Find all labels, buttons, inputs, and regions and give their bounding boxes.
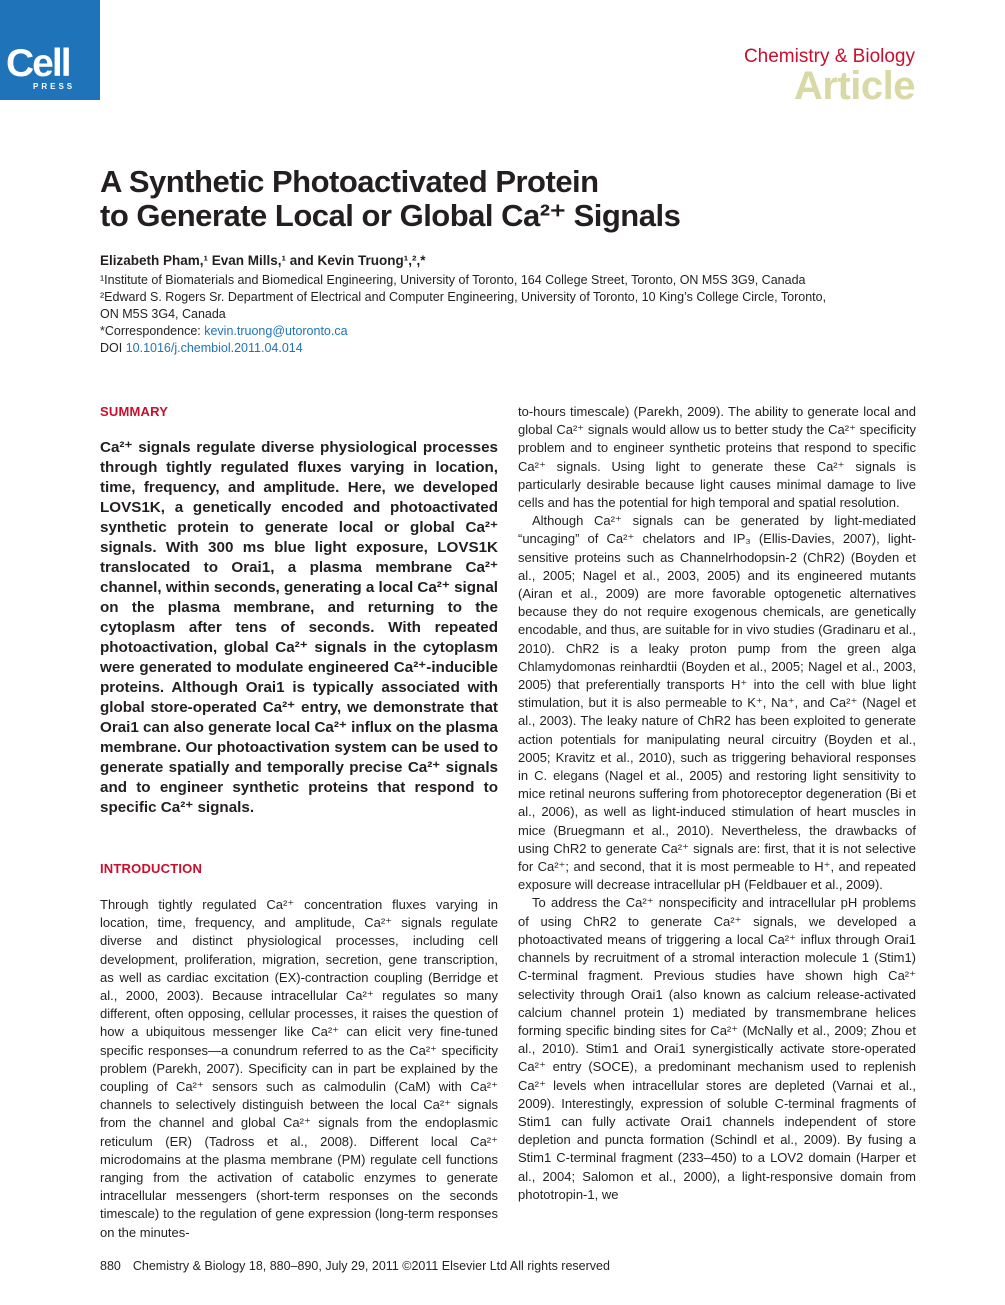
intro-paragraph-3: Although Ca²⁺ signals can be generated by light-mediated “uncaging” of Ca²⁺ chelators and IP₃ (Ellis-Davies, 2007), light-sensitive proteins such as Channelrhodopsin-2 (ChR2) (Boyden et al., 2005; Nagel et al., 2003, 2005) and its engineered mutants (Airan et al., 2009) are more favorable optogenetic alternatives because they do not require exogenous chemicals, are genetically encodable, and thus, are suitable for in vivo studies (Gradinaru et al., 2010). ChR2 is a leaky proton pump from the green alga Chlamydomonas reinhardtii (Boyden et al., 2005; Nagel et al., 2003, 2005) that preferentially transports H⁺ into the cell with blue light stimulation, but it is also permeable to K⁺, Na⁺, and Ca²⁺ (Nagel et al., 2003). The leaky nature of ChR2 has been exploited to generate action potentials for manipulating neural circuitry (Boyden et al., 2005; Kravitz et al., 2010), such as triggering behavioral responses in C. elegans (Nagel et al., 2005) and restoring light sensitivity to mice retinal neurons suffering from photoreceptor degeneration (Bi et al., 2006), as well as light-induced stimulation of heart muscles in mice (Bruegmann et al., 2010). Nevertheless, the drawbacks of using ChR2 to generate Ca²⁺ signals are: first, that it is not selective for Ca²⁺; and second, that it is most permeable to H⁺, and repeated exposure will decrease intracellular pH (Feldbauer et al., 2009). xyxy=(518,513,916,893)
page-footer xyxy=(100,1259,610,1273)
correspondence xyxy=(100,323,900,340)
intro-paragraph-4: To address the Ca²⁺ nonspecificity and intracellular pH problems of using ChR2 to generate Ca²⁺ signals, we developed a photoactivated means of triggering a local Ca²⁺ influx through Orai1 channels by recruitment of a stromal interaction molecule 1 (Stim1) C-terminal fragment. Previous studies have shown high Ca²⁺ selectivity through Orai1 (also known as calcium release-activated calcium channel protein 1) mediated by transmembrane helices forming specific binding sites for Ca²⁺ (McNally et al., 2009; Zhou et al., 2010). Stim1 and Orai1 synergistically activate store-operated Ca²⁺ entry (SOCE), a predominant mechanism used to replenish Ca²⁺ levels when intracellular stores are depleted (Varnai et al., 2009). Interestingly, expression of soluble C-terminal fragments of Stim1 can fully activate Orai1 channels independent of store depletion and puncta formation (Schindl et al., 2009). By fusing a Stim1 C-terminal fragment (233–450) to a LOV2 domain (Harper et al., 2004; Salomon et al., 2000), a light-responsive domain from phototropin-1, we xyxy=(518,895,916,1202)
doi-label: DOI xyxy=(100,341,126,355)
introduction-column-right xyxy=(518,403,916,1204)
intro-paragraph-1: Through tightly regulated Ca²⁺ concentration fluxes varying in location, time, frequency, and amplitude, Ca²⁺ signals regulate diverse and distinct physiological processes, including cell development, proliferation, migration, secretion, gene transcription, as well as cardiac excitation (EX)-contraction coupling (Berridge et al., 2000, 2003). Because intracellular Ca²⁺ regulates so many different, often opposing, cellular processes, it raises the question of how a ubiquitous messenger like Ca²⁺ can elicit very fine-tuned specific responses—a conundrum referred to as the Ca²⁺ specificity problem (Parekh, 2007). Specificity can in part be explained by the coupling of Ca²⁺ sensors such as calmodulin (CaM) with Ca²⁺ channels to selectively distinguish between the local Ca²⁺ signals from the channel and global Ca²⁺ signals from the endoplasmic reticulum (ER) (Tadross et al., 2008). Different local Ca²⁺ microdomains at the plasma membrane (PM) regulate cell functions ranging from the activation of catabolic enzymes to generate intracellular messengers (short-term responses on the seconds timescale) to the regulation of gene expression (long-term responses on the minutes- xyxy=(100,897,498,1240)
doi xyxy=(100,340,900,357)
intro-paragraph-2: to-hours timescale) (Parekh, 2009). The ability to generate local and global Ca²⁺ signals would allow us to better study the Ca²⁺ specificity problem and to engineer synthetic proteins that respond to specific Ca²⁺ signals. Using light to generate these Ca²⁺ signals is particularly desirable because light causes minimal damage to live cells and has the potential for high temporal and spatial resolution. xyxy=(518,404,916,511)
logo-sub-text: PRESS xyxy=(33,82,76,91)
summary-text: Ca²⁺ signals regulate diverse physiological processes through tightly regulated fluxes varying in location, time, frequency, and amplitude. Here, we developed LOVS1K, a genetically encoded and photoactivated synthetic protein to generate local or global Ca²⁺ signals. With 300 ms blue light exposure, LOVS1K translocated to Orai1, a plasma membrane Ca²⁺ channel, within seconds, generating a local Ca²⁺ signal on the plasma membrane, and returning to the cytoplasm after tens of seconds. With repeated photoactivation, global Ca²⁺ signals in the cytoplasm were generated to modulate engineered Ca²⁺-inducible proteins. Although Orai1 is typically associated with global store-operated Ca²⁺ entry, we demonstrate that Orai1 can also generate local Ca²⁺ influx on the plasma membrane. Our photoactivation system can be used to generate spatially and temporally precise Ca²⁺ signals and to engineer synthetic proteins that respond to specific Ca²⁺ signals. xyxy=(100,439,498,816)
author-list: Elizabeth Pham,¹ Evan Mills,¹ and Kevin Truong¹,²,* xyxy=(100,253,426,268)
affiliation-1: ¹Institute of Biomaterials and Biomedical Engineering, University of Toronto, 164 College Street, Toronto, ON M5S 3G9, Canada xyxy=(100,273,806,287)
correspondence-email-link[interactable]: kevin.truong@utoronto.ca xyxy=(204,324,348,338)
cell-press-logo xyxy=(0,0,100,100)
doi-link[interactable]: 10.1016/j.chembiol.2011.04.014 xyxy=(125,341,303,355)
introduction-column-left xyxy=(100,896,498,1242)
paper-title xyxy=(100,165,880,233)
affiliations xyxy=(100,272,900,357)
footer-citation: Chemistry & Biology 18, 880–890, July 29, 2011 ©2011 Elsevier Ltd All rights reserved xyxy=(132,1259,610,1273)
page-number: 880 xyxy=(100,1259,121,1273)
correspondence-label: *Correspondence: xyxy=(100,324,205,338)
logo-main-text: Cell xyxy=(6,42,70,85)
title-line-2: to Generate Local or Global Ca²⁺ Signals xyxy=(100,198,681,233)
title-line-1: A Synthetic Photoactivated Protein xyxy=(100,164,599,199)
summary-heading: SUMMARY xyxy=(100,404,169,419)
article-type: Article xyxy=(794,64,915,108)
journal-name: Chemistry & Biology xyxy=(743,46,915,67)
introduction-heading: INTRODUCTION xyxy=(100,861,203,876)
affiliation-2-cont: ON M5S 3G4, Canada xyxy=(100,307,226,321)
affiliation-2: ²Edward S. Rogers Sr. Department of Electrical and Computer Engineering, University of Toronto, 10 King’s College Circle, Toronto, xyxy=(100,290,827,304)
